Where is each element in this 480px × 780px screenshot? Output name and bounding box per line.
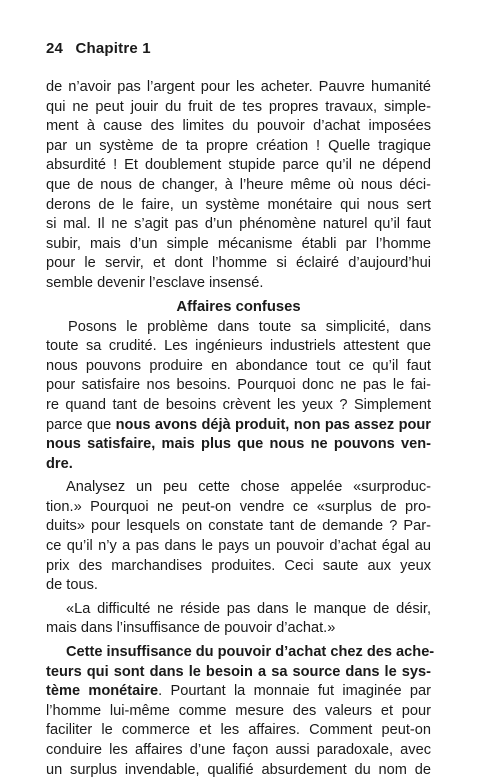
bold-run: dre. bbox=[46, 455, 73, 472]
text-line: subir, mais d’un simple mécanisme établi par l’homme bbox=[46, 235, 431, 252]
paragraph-3 bbox=[46, 478, 431, 596]
text-line: absurdité ! Et doublement stupide parce qu’il ne dépend bbox=[46, 157, 431, 174]
text-line: si mal. Il ne s’agit pas d’un phénomène naturel qu’il faut bbox=[46, 216, 431, 233]
paragraph-4 bbox=[46, 600, 431, 639]
bold-run: Cette insuffisance du pouvoir d’achat chez des ache- bbox=[66, 644, 435, 661]
text-line: nous pouvons produire en abondance tout ce qu’il faut bbox=[46, 357, 431, 374]
text-line: semble devenir l’esclave insensé. bbox=[46, 274, 264, 291]
text-line: ce qu’il n’y a pas dans le pays un pouvoir d’achat égal au bbox=[46, 538, 431, 555]
paragraph-5 bbox=[46, 643, 435, 780]
text-line: de n’avoir pas l’argent pour les acheter. Pauvre humanité bbox=[46, 79, 431, 95]
text-line: Posons le problème dans toute sa simplicité, dans bbox=[68, 318, 431, 335]
text-run: . Pourtant la monnaie fut imaginée par bbox=[158, 683, 432, 700]
paragraph-2 bbox=[46, 318, 431, 475]
text-line: de tous. bbox=[46, 577, 98, 594]
section-heading: Affaires confuses bbox=[176, 298, 301, 315]
text-line: mais dans l’insuffisance de pouvoir d’achat.» bbox=[46, 620, 336, 637]
text-line: derons de le faire, un système monétaire qui nous sert bbox=[46, 196, 431, 213]
text-line: tion.» Pourquoi ne peut-on vendre ce «surplus de pro- bbox=[46, 498, 431, 515]
page-header bbox=[46, 40, 151, 57]
text-line bbox=[46, 643, 435, 663]
text-line: re quand tant de besoins crèvent les yeux ? Simplement bbox=[46, 396, 431, 413]
page-number: 24 bbox=[46, 40, 64, 57]
text-line: conduire les affaires d’une façon aussi paradoxale, avec bbox=[46, 742, 431, 758]
text-line bbox=[46, 435, 431, 455]
text-run: parce que bbox=[46, 416, 116, 433]
text-line: qui ne peut jouir du fruit de tes propres travaux, simple- bbox=[46, 98, 431, 115]
text-line: toute sa crudité. Les ingénieurs industriels attestent que bbox=[46, 338, 431, 355]
text-line: duits» pour lesquels on constate tant de demande ? Par- bbox=[46, 518, 431, 535]
bold-run: tème monétaire bbox=[46, 683, 159, 700]
text-line bbox=[46, 682, 431, 702]
chapter-title: Chapitre 1 bbox=[75, 40, 151, 57]
text-line: Analysez un peu cette chose appelée «surproduc- bbox=[66, 479, 431, 496]
text-line: par un système de ta propre création ! Quelle tragique bbox=[46, 137, 431, 154]
text-line: faciliter le commerce et les affaires. Comment peut-on bbox=[46, 722, 431, 739]
bold-run: nous satisfaire, mais plus que nous ne pouvons ven- bbox=[46, 436, 431, 453]
text-line: pour le servir, et dont l’homme si éclairé d’aujourd’hui bbox=[46, 255, 431, 272]
bold-run: nous avons déjà produit, non pas assez pour bbox=[115, 416, 431, 433]
bold-run: teurs qui sont dans le besoin a sa source dans le sys- bbox=[46, 663, 431, 680]
text-line: que de nous de changer, à l’heure même où nous déci- bbox=[46, 176, 431, 193]
text-line bbox=[46, 416, 431, 436]
text-line: pour satisfaire nos besoins. Pourquoi donc ne pas le fai- bbox=[46, 377, 431, 394]
page-body bbox=[46, 78, 435, 780]
text-line bbox=[46, 663, 431, 683]
text-line: l’homme lui-même comme mesure des valeurs et pour bbox=[46, 702, 431, 719]
text-line bbox=[46, 455, 431, 475]
paragraph-1 bbox=[46, 78, 431, 294]
text-line: ment à cause des limites du pouvoir d’achat imposées bbox=[46, 118, 431, 135]
text-line: «La difficulté ne réside pas dans le manque de désir, bbox=[66, 600, 431, 617]
text-line: prix des marchandises produites. Ceci saute aux yeux bbox=[46, 557, 431, 574]
text-line: un surplus invendable, qualifié absurdement du nom de bbox=[46, 761, 431, 778]
